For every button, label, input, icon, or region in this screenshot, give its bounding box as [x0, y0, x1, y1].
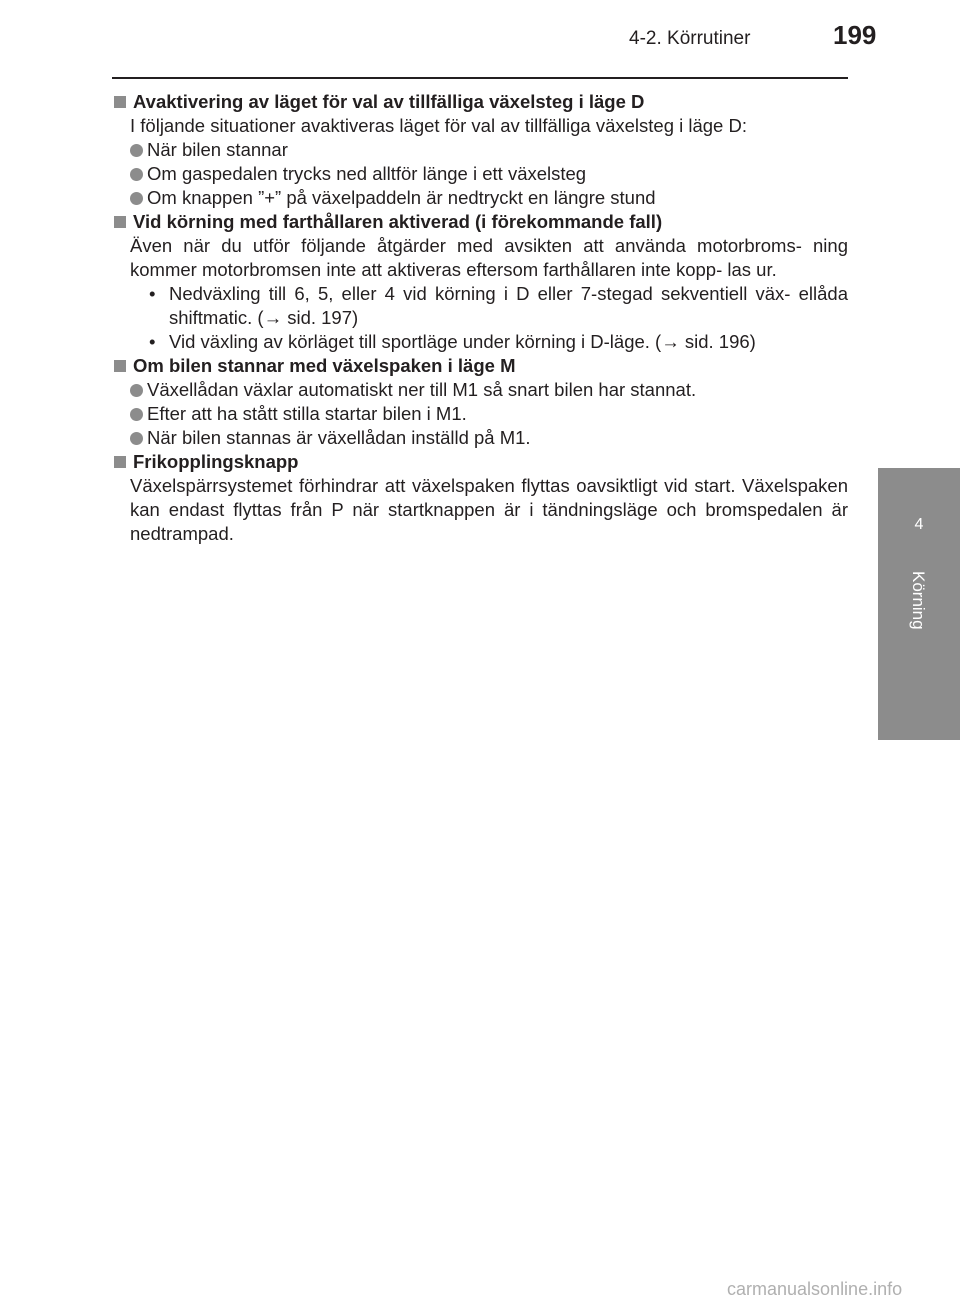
list-item: Växellådan växlar automatiskt ner till M1 så snart bilen har stannat. — [112, 378, 848, 402]
section-heading: Frikopplingsknapp — [112, 450, 848, 474]
watermark-link[interactable]: carmanualsonline.info — [727, 1279, 903, 1299]
circle-bullet-icon — [130, 192, 143, 205]
square-bullet-icon — [114, 96, 126, 108]
chapter-label: Körning — [909, 571, 928, 630]
list-item: Om knappen ”+” på växelpaddeln är nedtryckt en längre stund — [112, 186, 848, 210]
chapter-tab — [878, 468, 960, 740]
square-bullet-icon — [114, 456, 126, 468]
section-heading: Vid körning med farthållaren aktiverad (i förekommande fall) — [112, 210, 848, 234]
header-divider — [112, 77, 848, 79]
small-bullet-icon: • — [149, 283, 156, 304]
chapter-number: 4 — [914, 516, 924, 533]
section-title: 4-2. Körrutiner — [629, 28, 751, 49]
sub-list-item: • Nedväxling till 6, 5, eller 4 vid körning i D eller 7-stegad sekventiell väx- ellåda shiftmatic. (→ sid. 197) — [149, 283, 848, 328]
section-body: Växelspärrsystemet förhindrar att växelspaken flyttas oavsiktligt vid start. Växelspaken kan endast flyttas från P när startknappen är i tändningsläge och bromspedalen är nedtrampad. — [130, 475, 848, 544]
section-heading: Om bilen stannar med växelspaken i läge M — [112, 354, 848, 378]
sub-list-item: • Vid växling av körläget till sportläge under körning i D-läge. (→ sid. 196) — [149, 331, 756, 352]
section-body: I följande situationer avaktiveras läget för val av tillfälliga växelsteg i läge D: — [130, 115, 747, 136]
small-bullet-icon: • — [149, 331, 156, 352]
circle-bullet-icon — [130, 168, 143, 181]
list-item: Om gaspedalen trycks ned alltför länge i ett växelsteg — [112, 162, 848, 186]
list-item: När bilen stannas är växellådan inställd på M1. — [112, 426, 848, 450]
circle-bullet-icon — [130, 144, 143, 157]
circle-bullet-icon — [130, 384, 143, 397]
page-content — [112, 90, 848, 546]
section-heading: Avaktivering av läget för val av tillfälliga växelsteg i läge D — [112, 90, 848, 114]
page-number: 199 — [833, 20, 877, 50]
section-body: Även när du utför följande åtgärder med avsikten att använda motorbroms- ning kommer motorbromsen inte att aktiveras eftersom farthållaren inte kopp- las ur. — [130, 235, 848, 280]
list-item: Efter att ha stått stilla startar bilen i M1. — [112, 402, 848, 426]
circle-bullet-icon — [130, 408, 143, 421]
square-bullet-icon — [114, 216, 126, 228]
circle-bullet-icon — [130, 432, 143, 445]
list-item: När bilen stannar — [112, 138, 848, 162]
square-bullet-icon — [114, 360, 126, 372]
